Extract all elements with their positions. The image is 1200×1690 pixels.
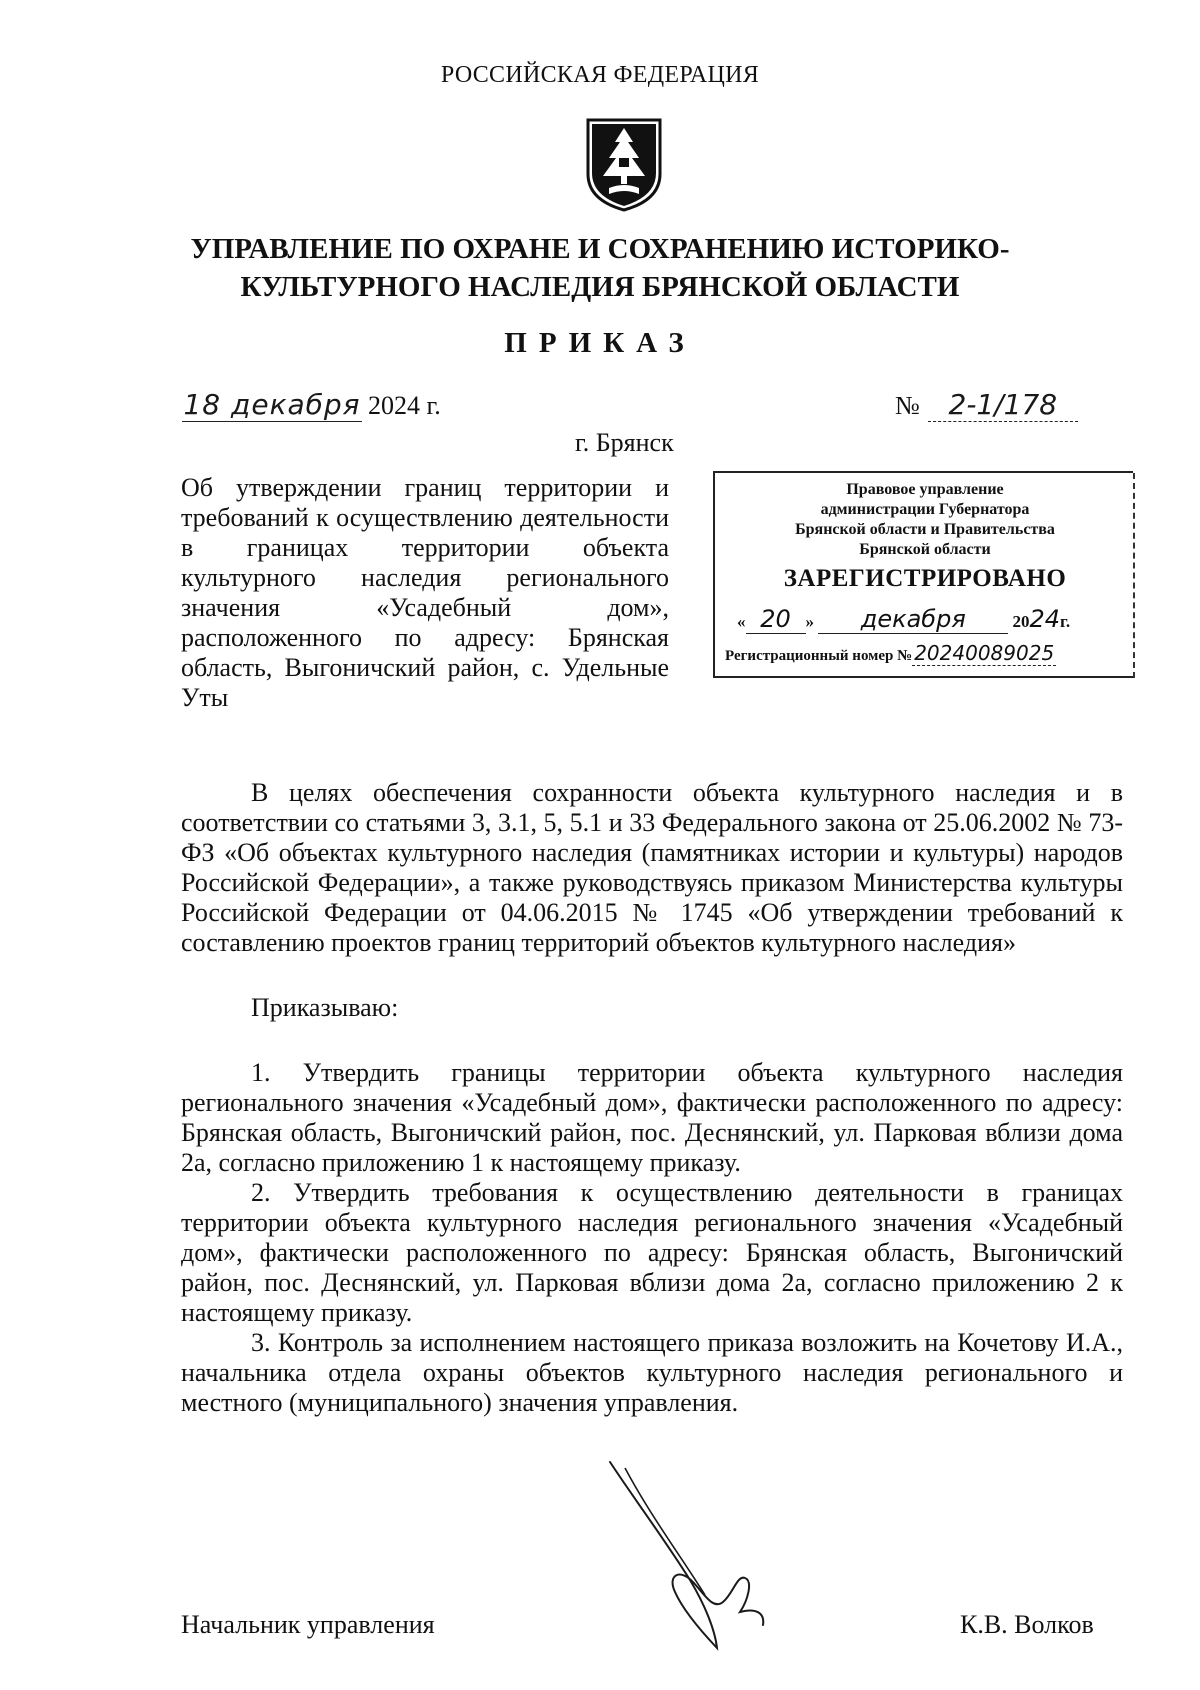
signer-name: К.В. Волков [960,1610,1094,1639]
order-subject: Об утверждении границ территории и требований к осуществлению деятельности в границах территории объекта культурного наследия регионального значения «Усадебный дом», расположенного по адресу: Брянская область, Выгоничский район, с. Удельные Уты [181,473,669,712]
order-item-2: 2. Утвердить требования к осуществлению деятельности в границах территории объекта культурного наследия регионального значения «Усадебный дом», фактически расположенного по адресу: Брянская область, Выгоничский район, пос. Деснянский, ул. Парковая вблизи дома 2а, согласно приложению 2 к настоящему приказу. [181,1178,1123,1327]
stamp-line3: Брянской области и Правительства [795,521,1055,538]
stamp-date-year-hand: 24 [1029,605,1061,633]
signer-position: Начальник управления [181,1610,435,1639]
document-type: ПРИКАЗ [504,327,696,359]
preamble-paragraph: В целях обеспечения сохранности объекта культурного наследия и в соответствии со статьями 3, 3.1, 5, 5.1 и 33 Федерального закона от 25.06.2002 № 73-ФЗ «Об объектах культурного наследия (памятниках истории и культуры) народов Российской Федерации», а также руководствуясь приказом Министерства культуры Российской Федерации от 04.06.2015 № 1745 «Об утверждении требований к составлению проектов границ территорий объектов культурного наследия» [181,778,1123,957]
coat-of-arms-icon [585,118,663,212]
stamp-status: ЗАРЕГИСТРИРОВАНО [783,565,1067,592]
order-item-3: 3. Контроль за исполнением настоящего приказа возложить на Кочетову И.А., начальника отдела охраны объектов культурного наследия регионального и местного (муниципального) значения управления. [181,1328,1123,1417]
order-number [895,388,1078,422]
stamp-date-day: 20 [746,605,806,634]
order-date [182,388,441,422]
stamp-line4: Брянской области [859,541,991,558]
stamp-reg-number: 20240089025 [914,641,1055,665]
stamp-date-year-suffix: г. [1060,612,1071,631]
stamp-date-close-quote: » [805,612,814,631]
signature-icon [605,1460,775,1660]
stamp-date [737,605,1127,634]
order-item-1: 1. Утвердить границы территории объекта культурного наследия регионального значения «Усадебный дом», фактически расположенного по адресу: Брянская область, Выгоничский район, пос. Деснянский, ул. Парковая вблизи дома 2а, согласно приложению 1 к настоящему приказу. [181,1058,1123,1177]
organization-title [0,230,1200,306]
stamp-date-month: декабря [818,605,1008,634]
organization-title-line1: УПРАВЛЕНИЕ ПО ОХРАНЕ И СОХРАНЕНИЮ ИСТОРИКО- [190,233,1010,265]
order-date-handwritten: 18 декабря [183,388,361,421]
stamp-date-year-prefix: 20 [1012,612,1030,631]
stamp-line1: Правовое управление [846,481,1004,498]
order-body [181,778,1123,1418]
stamp-date-open-quote: « [737,612,746,631]
order-number-prefix: № [895,391,920,420]
registration-stamp [713,471,1133,678]
city: г. Брянск [575,428,674,457]
country-header: РОССИЙСКАЯ ФЕДЕРАЦИЯ [440,62,760,88]
order-word: Приказываю: [251,993,399,1022]
organization-title-line2: КУЛЬТУРНОГО НАСЛЕДИЯ БРЯНСКОЙ ОБЛАСТИ [240,271,960,303]
stamp-line2: администрации Губернатора [820,501,1030,518]
order-number-handwritten: 2-1/178 [928,388,1078,422]
stamp-registration-number [725,641,1130,665]
stamp-reg-label: Регистрационный номер № [725,648,913,664]
order-date-year: 2024 г. [368,391,441,420]
